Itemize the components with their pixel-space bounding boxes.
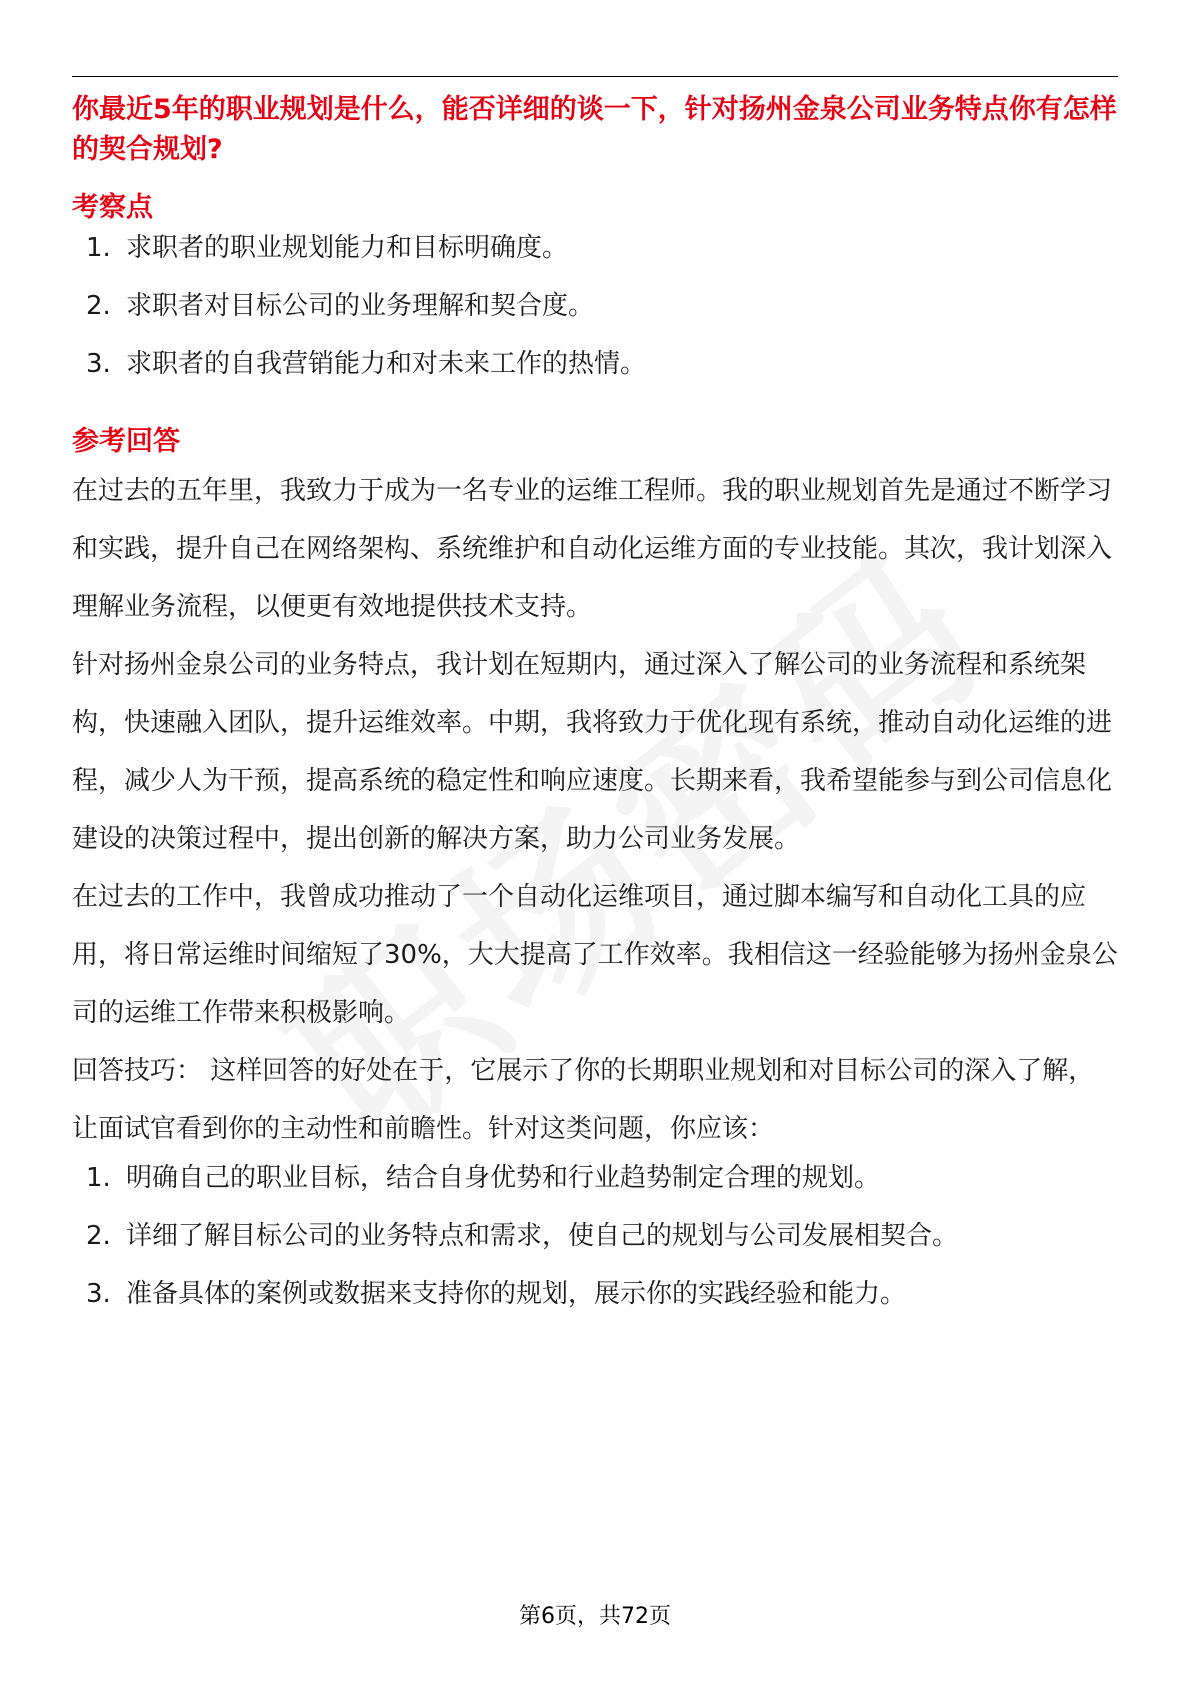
- header-rule: [72, 76, 1118, 77]
- list-number: 1.: [86, 1163, 111, 1193]
- tip-item: [72, 1274, 1118, 1314]
- question-heading: 你最近5年的职业规划是什么，能否详细的谈一下，针对扬州金泉公司业务特点你有怎样的契合规划?: [72, 94, 1117, 165]
- list-item-text: 求职者的自我营销能力和对未来工作的热情。: [126, 349, 647, 379]
- focus-point: [72, 344, 1118, 384]
- list-item-text: 明确自己的职业目标，结合自身优势和行业趋势制定合理的规划。: [126, 1163, 881, 1193]
- list-number: 3.: [86, 1279, 111, 1309]
- tips-list: [72, 1158, 1118, 1314]
- list-number: 1.: [86, 233, 111, 263]
- answer-paragraph: 在过去的工作中，我曾成功推动了一个自动化运维项目，通过脚本编写和自动化工具的应用，将日常运维时间缩短了30%，大大提高了工作效率。我相信这一经验能够为扬州金泉公司的运维工作带来积极影响。: [72, 882, 1118, 1028]
- list-item-text: 详细了解目标公司的业务特点和需求，使自己的规划与公司发展相契合。: [126, 1221, 959, 1251]
- list-item-text: 求职者的职业规划能力和目标明确度。: [126, 233, 569, 263]
- answer-section-title: 参考回答: [72, 426, 180, 457]
- document-body: [72, 90, 1118, 1314]
- list-item-text: 准备具体的案例或数据来支持你的规划，展示你的实践经验和能力。: [126, 1279, 907, 1309]
- answer-paragraph: 在过去的五年里，我致力于成为一名专业的运维工程师。我的职业规划首先是通过不断学习和实践，提升自己在网络架构、系统维护和自动化运维方面的专业技能。其次，我计划深入理解业务流程，以便更有效地提供技术支持。: [72, 476, 1113, 622]
- list-number: 2.: [86, 291, 111, 321]
- tip-item: [72, 1216, 1118, 1256]
- focus-point: [72, 228, 1118, 268]
- focus-points-list: [72, 228, 1118, 384]
- answer-paragraph: 针对扬州金泉公司的业务特点，我计划在短期内，通过深入了解公司的业务流程和系统架构，快速融入团队，提升运维效率。中期，我将致力于优化现有系统，推动自动化运维的进程，减少人为干预，提高系统的稳定性和响应速度。长期来看，我希望能参与到公司信息化建设的决策过程中，提出创新的解决方案，助力公司业务发展。: [72, 650, 1113, 854]
- list-item-text: 求职者对目标公司的业务理解和契合度。: [126, 291, 595, 321]
- list-number: 2.: [86, 1221, 111, 1251]
- answer-tips-paragraph: 回答技巧： 这样回答的好处在于，它展示了你的长期职业规划和对目标公司的深入了解，让面试官看到你的主动性和前瞻性。针对这类问题，你应该：: [72, 1056, 1095, 1144]
- list-number: 3.: [86, 349, 111, 379]
- focus-point: [72, 286, 1118, 326]
- tip-item: [72, 1158, 1118, 1198]
- focus-section-title: 考察点: [72, 192, 153, 223]
- page-number: 第6页，共72页: [519, 1604, 671, 1629]
